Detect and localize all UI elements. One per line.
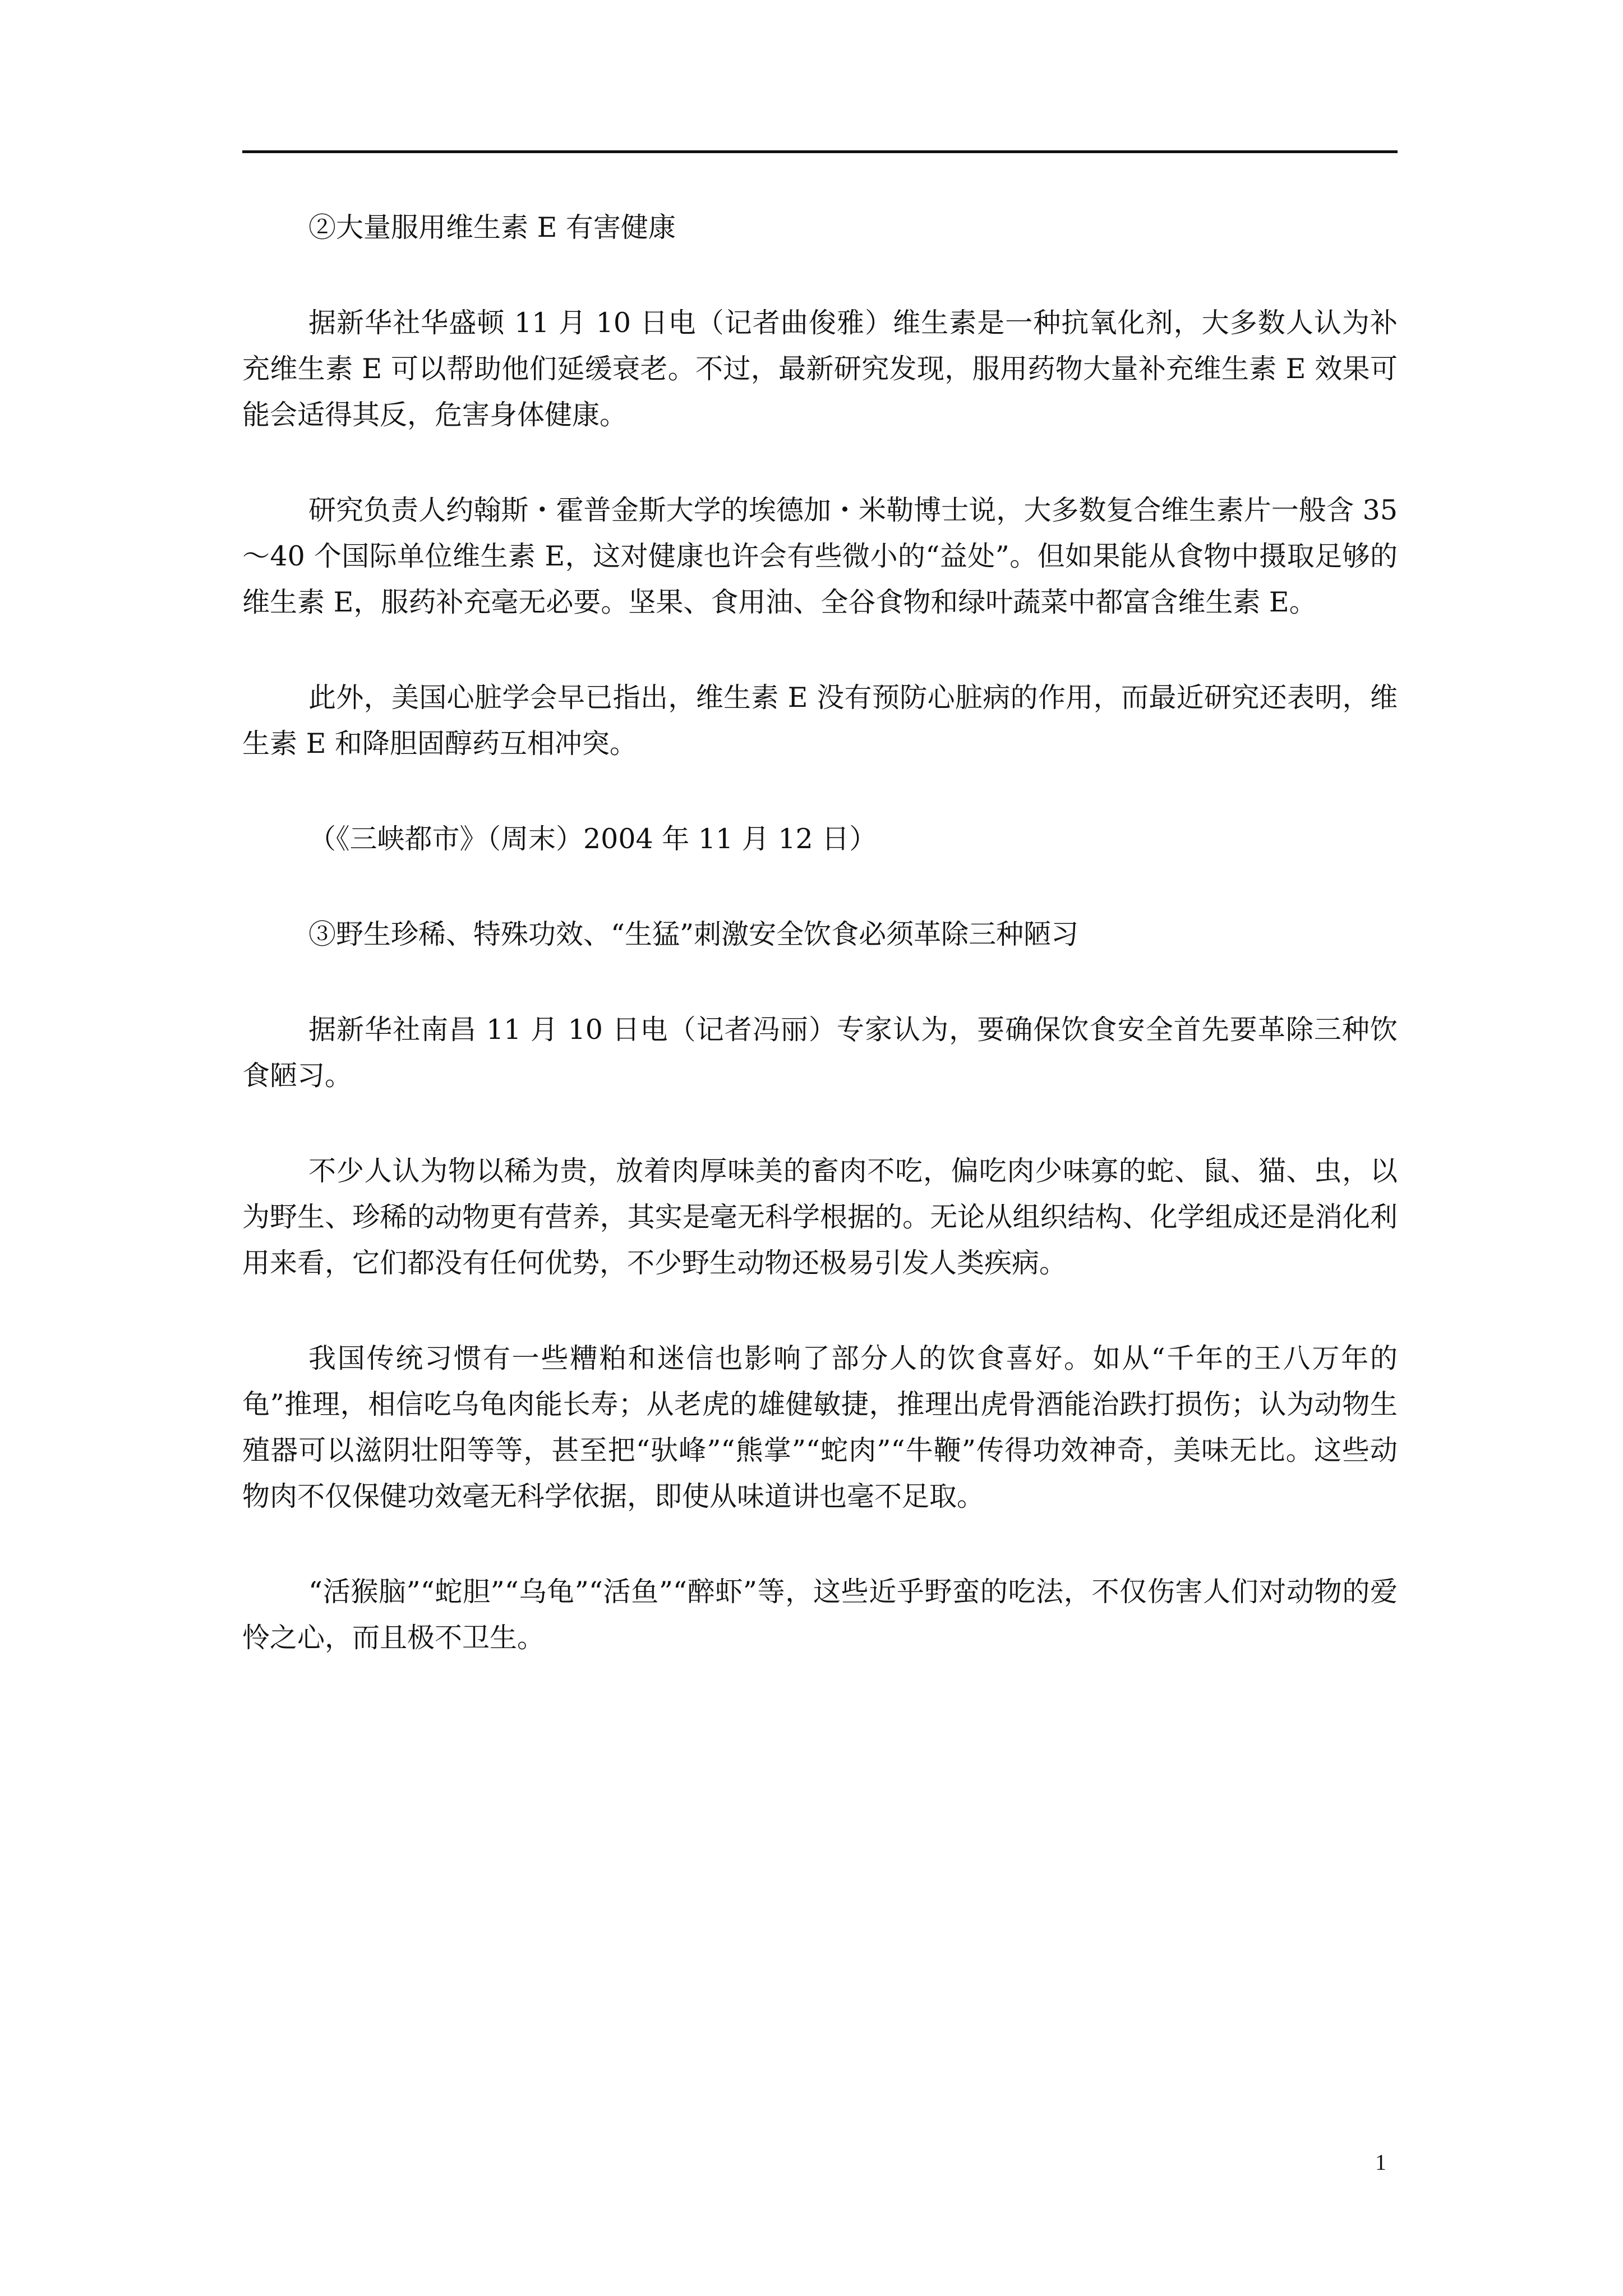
paragraph-vitamin-e-research: 研究负责人约翰斯・霍普金斯大学的埃德加・米勒博士说，大多数复合维生素片一般含 35～40 个国际单位维生素 E，这对健康也许会有些微小的“益处”。但如果能从食物中摄取足够的维生素 E，服药补充毫无必要。坚果、食用油、全谷食物和绿叶蔬菜中都富含维生素 E。 (242, 494, 1398, 618)
page-number: 1 (1375, 2150, 1386, 2175)
section-heading-food-safety: ③野生珍稀、特殊功效、“生猛”刺激安全饮食必须革除三种陋习 (308, 918, 1079, 950)
paragraph-barbaric-eating: “活猴脑”“蛇胆”“乌龟”“活鱼”“醉虾”等，这些近乎野蛮的吃法，不仅伤害人们对动物的爱怜之心，而且极不卫生。 (242, 1576, 1398, 1654)
paragraph-traditional-habits: 我国传统习惯有一些糟粕和迷信也影响了部分人的饮食喜好。如从“千年的王八万年的龟”推理，相信吃乌龟肉能长寿；从老虎的雄健敏捷，推理出虎骨酒能治跌打损伤；认为动物生殖器可以滋阴壮阳等等，甚至把“驮峰”“熊掌”“蛇肉”“牛鞭”传得功效神奇，美味无比。这些动物肉不仅保健功效毫无科学依据，即使从味道讲也毫不足取。 (242, 1342, 1398, 1512)
paragraph-wild-animals: 不少人认为物以稀为贵，放着肉厚味美的畜肉不吃，偏吃肉少味寡的蛇、鼠、猫、虫，以为野生、珍稀的动物更有营养，其实是毫无科学根据的。无论从组织结构、化学组成还是消化利用来看，它们都没有任何优势，不少野生动物还极易引发人类疾病。 (242, 1155, 1398, 1279)
paragraph-vitamin-e-heart: 此外，美国心脏学会早已指出，维生素 E 没有预防心脏病的作用，而最近研究还表明，维生素 E 和降胆固醇药互相冲突。 (242, 682, 1398, 760)
source-citation: （《三峡都市》（周末）2004 年 11 月 12 日） (308, 823, 877, 855)
paragraph-vitamin-e-intro: 据新华社华盛顿 11 月 10 日电（记者曲俊雅）维生素是一种抗氧化剂，大多数人认为补充维生素 E 可以帮助他们延缓衰老。不过，最新研究发现，服用药物大量补充维生素 E 效果可能会适得其反，危害身体健康。 (242, 307, 1398, 431)
document-body (242, 205, 1398, 1710)
header-rule (242, 150, 1398, 153)
paragraph-food-safety-intro: 据新华社南昌 11 月 10 日电（记者冯丽）专家认为，要确保饮食安全首先要革除三种饮食陋习。 (242, 1014, 1398, 1092)
section-heading-vitamin-e: ②大量服用维生素 E 有害健康 (308, 211, 676, 243)
